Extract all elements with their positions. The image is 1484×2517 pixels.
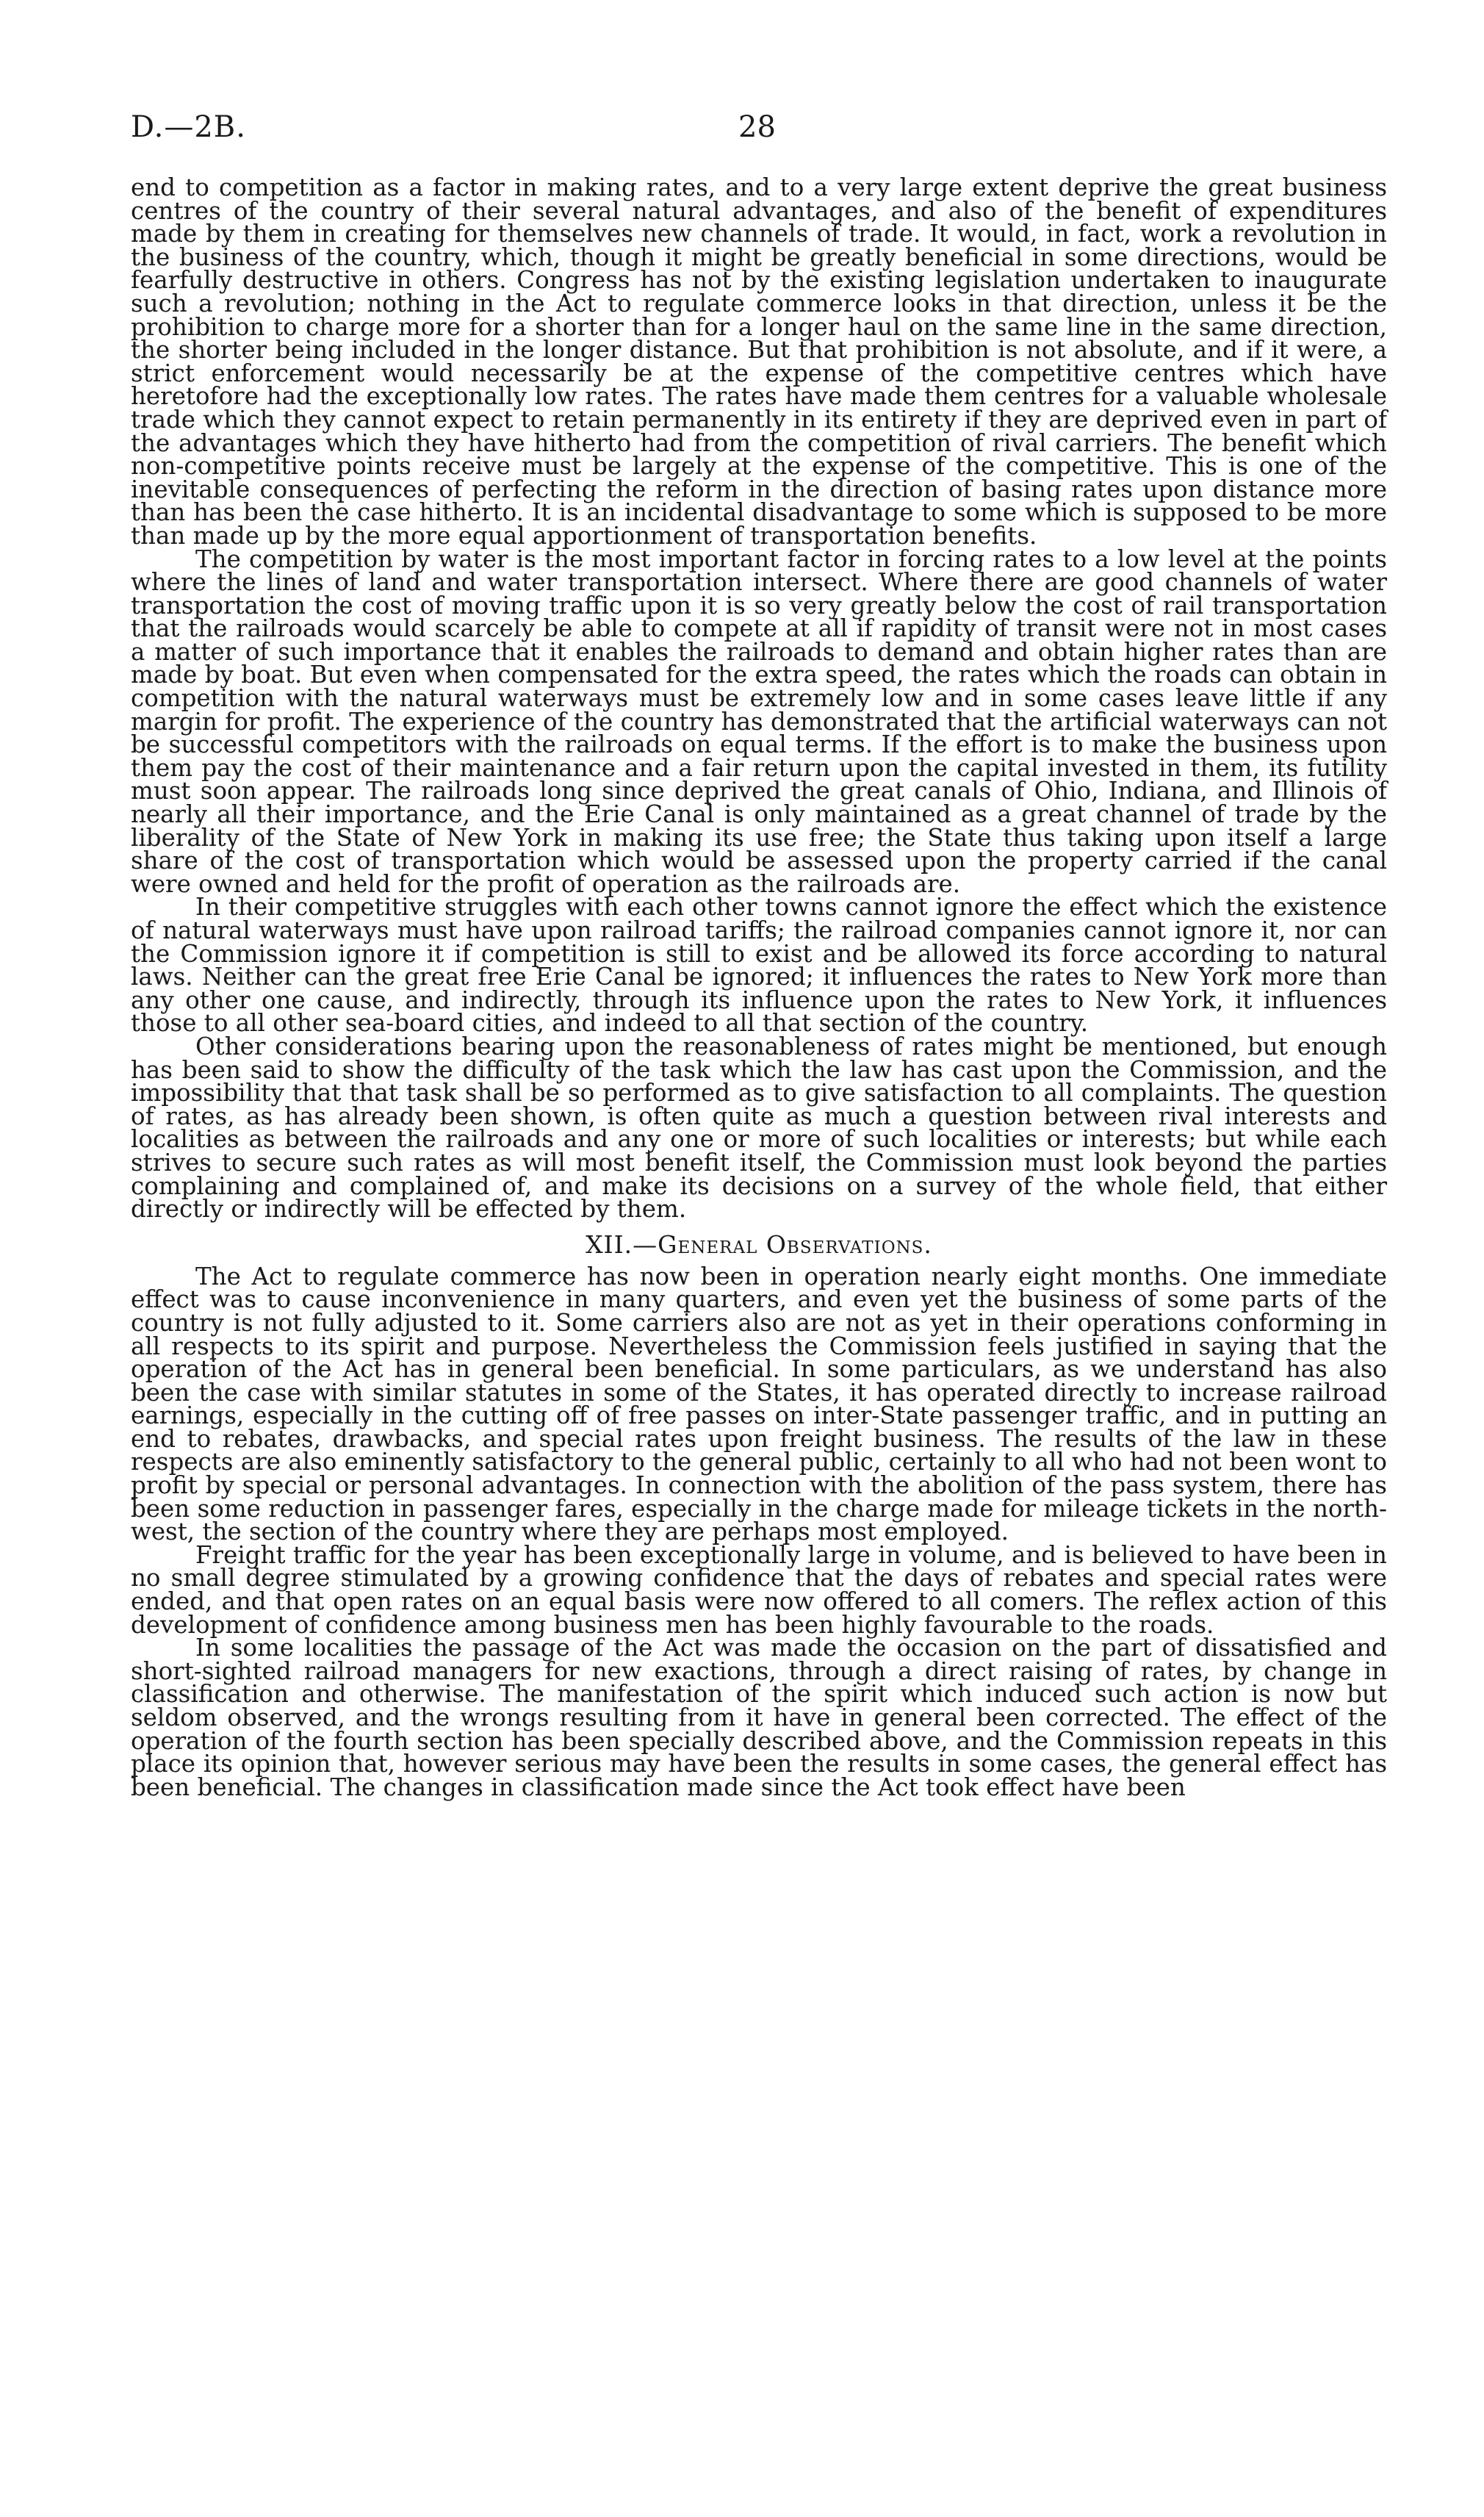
paragraph: end to competition as a factor in making rates, and to a very large extent deprive the great business centres of the country of their several natural advantages, and also of the benefit of expenditures made by them in creating for themselves new channels of trade. It would, in fact, work a revolution in the business of the country, which, though it might be greatly beneficial in some directions, would be fearfully destructive in others. Congress has not by the existing legislation undertaken to inaugurate such a revolution; nothing in the Act to regulate commerce looks in that direction, unless it be the prohibition to charge more for a shorter than for a longer haul on the same line in the same direction, the shorter being included in the longer distance. But that prohibition is not absolute, and if it were, a strict enforcement would necessarily be at the expense of the competitive centres which have heretofore had the exceptionally low rates. The rates have made them centres for a valuable wholesale trade which they cannot expect to retain permanently in its entirety if they are deprived even in part of the advantages which they have hitherto had from the competition of rival carriers. The benefit which non-competitive points receive must be largely at the expense of the competitive. This is one of the inevitable consequences of perfecting the reform in the direction of basing rates upon distance more than has been the case hitherto. It is an incidental disadvantage to some which is supposed to be more than made up by the more equal apportionment of transportation benefits.: [131, 173, 1387, 550]
page-number: 28: [738, 110, 776, 144]
section-heading: XII.—General Observations.: [586, 1229, 932, 1259]
paragraph: Other considerations bearing upon the reasonableness of rates might be mentioned, but enough has been said to show the difficulty of the task which the law has cast upon the Commission, and the impossibility that that task shall be so performed as to give satisfaction to all complaints. The question of rates, as has already been shown, is often quite as much a question between rival interests and localities as between the railroads and any one or more of such localities or interests; but while each strives to secure such rates as will most benefit itself, the Commission must look beyond the parties complaining and complained of, and make its decisions on a survey of the whole field, that either directly or indirectly will be effected by them.: [131, 1032, 1387, 1224]
page-header: [131, 110, 1387, 154]
document-reference: D.—2B.: [131, 110, 246, 144]
paragraph: In their competitive struggles with each other towns cannot ignore the effect which the existence of natural waterways must have upon railroad tariffs; the railroad companies cannot ignore it, nor can the Commission ignore it if competition is still to exist and be allowed its force according to natural laws. Neither can the great free Erie Canal be ignored; it influences the rates to New York more than any other one cause, and indirectly, through its influence upon the rates to New York, it influences those to all other sea-board cities, and indeed to all that section of the country.: [131, 893, 1387, 1038]
paragraph: The competition by water is the most important factor in forcing rates to a low level at the points where the lines of land and water transportation intersect. Where there are good channels of water transportation the cost of moving traffic upon it is so very greatly below the cost of rail transportation that the railroads would scarcely be able to compete at all if rapidity of transit were not in most cases a matter of such importance that it enables the railroads to demand and obtain higher rates than are made by boat. But even when compensated for the extra speed, the rates which the roads can obtain in competition with the natural waterways must be extremely low and in some cases leave little if any margin for profit. The experience of the country has demonstrated that the artificial waterways can not be successful competitors with the railroads on equal terms. If the effort is to make the business upon them pay the cost of their maintenance and a fair return upon the capital invested in them, its futility must soon appear. The railroads long since deprived the great canals of Ohio, Indiana, and Illinois of nearly all their importance, and the Erie Canal is only maintained as a great channel of trade by the liberality of the State of New York in making its use free; the State thus taking upon itself a large share of the cost of transportation which would be assessed upon the property carried if the canal were owned and held for the profit of operation as the railroads are.: [131, 545, 1387, 898]
paragraph: In some localities the passage of the Act was made the occasion on the part of dissatisfied and short-sighted railroad managers for new exactions, through a direct raising of rates, by change in classification and otherwise. The manifestation of the spirit which induced such action is now but seldom observed, and the wrongs resulting from it have in general been corrected. The effect of the operation of the fourth section has been specially described above, and the Commission repeats in this place its opinion that, however serious may have been the results in some cases, the general effect has been beneficial. The changes in classification made since the Act took effect have been: [131, 1634, 1387, 1801]
paragraph: Freight traffic for the year has been exceptionally large in volume, and is believed to have been in no small degree stimulated by a growing confidence that the days of rebates and special rates were ended, and that open rates on an equal basis were now offered to all comers. The reflex action of this development of confidence among business men has been highly favourable to the roads.: [131, 1540, 1387, 1639]
paragraph: The Act to regulate commerce has now been in operation nearly eight months. One immediate effect was to cause inconvenience in many quarters, and even yet the business of some parts of the country is not fully adjusted to it. Some carriers also are not as yet in their operations conforming in all respects to its spirit and purpose. Nevertheless the Commission feels justified in saying that the operation of the Act has in general been beneficial. In some particulars, as we understand has also been the case with similar statutes in some of the States, it has operated directly to increase railroad earnings, especially in the cutting off of free passes on inter-State passenger traffic, and in putting an end to rebates, drawbacks, and special rates upon freight business. The results of the law in these respects are also eminently satisfactory to the general public, certainly to all who had not been wont to profit by special or personal advantages. In connection with the abolition of the pass system, there has been some reduction in passenger fares, especially in the charge made for mileage tickets in the north-west, the section of the country where they are perhaps most employed.: [131, 1262, 1387, 1546]
body-text: [131, 173, 1387, 1801]
